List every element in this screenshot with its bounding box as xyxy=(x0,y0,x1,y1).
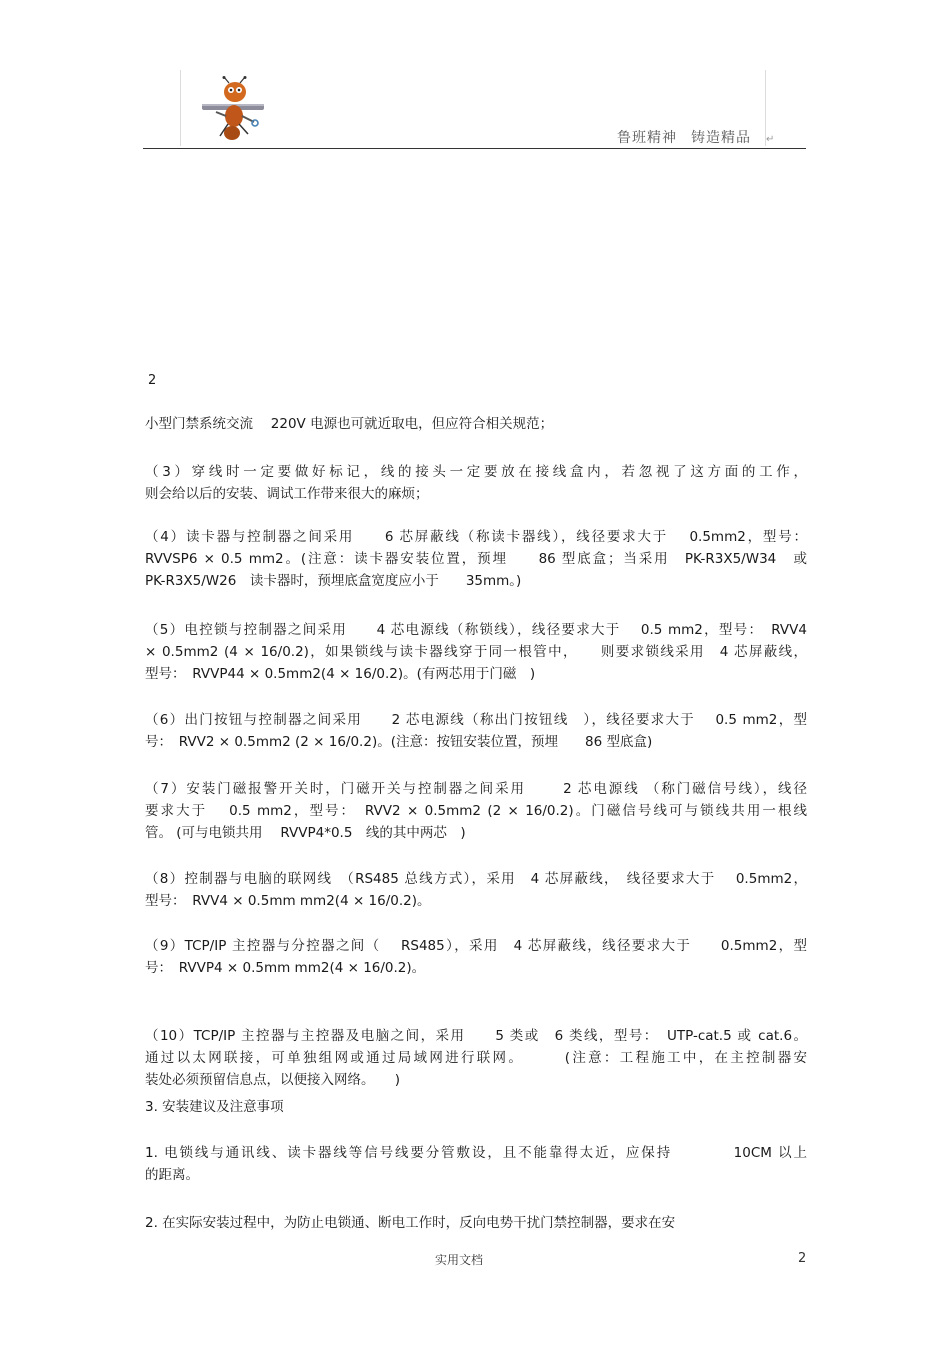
paragraph-line: 型号： RVV4 × 0.5mm mm2(4 × 16/0.2)。 xyxy=(145,893,431,909)
ant-mascot-logo xyxy=(198,76,268,144)
paragraph-line: 3. 安装建议及注意事项 xyxy=(145,1099,284,1115)
paragraph-line: 通过以太网联接，可单独组网或通过局域网进行联网。 (注意：工程施工中，在主控制器安 xyxy=(145,1050,807,1066)
footer-page-number: 2 xyxy=(798,1251,807,1266)
footer-label: 实用文档 xyxy=(435,1253,484,1267)
paragraph-line: 号： RVV2 × 0.5mm2 (2 × 16/0.2)。(注意：按钮安装位置，预埋 86 型底盒) xyxy=(145,734,653,750)
paragraph xyxy=(145,461,807,505)
paragraph-line: 要求大于 0.5 mm2，型号： RVV2 × 0.5mm2 (2 × 16/0.2)。门磁信号线可与锁线共用一根线 xyxy=(145,803,807,819)
header-slogan xyxy=(617,127,775,147)
slogan-text-2: 铸造精品 xyxy=(691,130,751,146)
paragraph xyxy=(145,526,807,592)
paragraph xyxy=(145,709,807,753)
paragraph xyxy=(145,935,807,979)
slogan-text-1: 鲁班精神 xyxy=(617,130,677,146)
paragraph xyxy=(145,1142,807,1186)
page-number-top: 2 xyxy=(148,373,157,388)
paragraph-line: 2. 在实际安装过程中，为防止电锁通、断电工作时，反向电势干扰门禁控制器，要求在安 xyxy=(145,1215,676,1231)
paragraph-line: 的距离。 xyxy=(145,1167,199,1183)
paragraph xyxy=(145,868,807,912)
paragraph xyxy=(145,1212,807,1234)
paragraph-line: 则会给以后的安装、调试工作带来很大的麻烦； xyxy=(145,486,429,502)
paragraph xyxy=(145,778,807,844)
paragraph-line: （10）TCP/IP 主控器与主控器及电脑之间，采用 5 类或 6 类线，型号： UTP-cat.5 或 cat.6。 xyxy=(145,1028,807,1044)
paragraph-line: PK-R3X5/W26 读卡器时，预埋底盒宽度应小于 35mm。) xyxy=(145,573,522,589)
paragraph-line: （6）出门按钮与控制器之间采用 2 芯电源线（称出门按钮线 ），线径要求大于 0.5 mm2，型 xyxy=(145,712,807,728)
paragraph xyxy=(145,1096,807,1118)
paragraph-line: （7）安装门磁报警开关时，门磁开关与控制器之间采用 2 芯电源线 （称门磁信号线），线径 xyxy=(145,781,807,797)
paragraph xyxy=(145,619,807,685)
paragraph-line: RVVSP6 × 0.5 mm2。(注意：读卡器安装位置，预埋 86 型底盒；当采用 PK-R3X5/W34 或 xyxy=(145,551,807,567)
paragraph-line: （3）穿线时一定要做好标记，线的接头一定要放在接线盒内，若忽视了这方面的工作， xyxy=(145,464,807,480)
paragraph-line: 装处必须预留信息点，以便接入网络。 ) xyxy=(145,1072,401,1088)
paragraph-line: 型号： RVVP44 × 0.5mm2(4 × 16/0.2)。(有两芯用于门磁 ) xyxy=(145,666,536,682)
paragraph-line: 1. 电锁线与通讯线、读卡器线等信号线要分管敷设，且不能靠得太近，应保持 10CM 以上 xyxy=(145,1145,807,1161)
paragraph-line: 小型门禁系统交流 220V 电源也可就近取电，但应符合相关规范； xyxy=(145,416,554,432)
paragraph-line: 管。 (可与电锁共用 RVVP4*0.5 线的其中两芯 ) xyxy=(145,825,466,841)
paragraph-line: 号： RVVP4 × 0.5mm mm2(4 × 16/0.2)。 xyxy=(145,960,426,976)
header-rule xyxy=(143,148,806,149)
paragraph-line: （9）TCP/IP 主控器与分控器之间（ RS485），采用 4 芯屏蔽线，线径要求大于 0.5mm2，型 xyxy=(145,938,807,954)
paragraph-line: （8）控制器与电脑的联网线 （RS485 总线方式），采用 4 芯屏蔽线， 线径要求大于 0.5mm2， xyxy=(145,871,807,887)
paragraph xyxy=(145,413,807,435)
header-left-divider xyxy=(180,70,181,146)
paragraph-line: （5）电控锁与控制器之间采用 4 芯电源线（称锁线），线径要求大于 0.5 mm2，型号： RVV4 xyxy=(145,622,807,638)
paragraph-line: × 0.5mm2 (4 × 16/0.2)，如果锁线与读卡器线穿于同一根管中， 则要求锁线采用 4 芯屏蔽线， xyxy=(145,644,807,660)
paragraph xyxy=(145,1025,807,1091)
return-mark: ↵ xyxy=(766,134,776,145)
paragraph-line: （4）读卡器与控制器之间采用 6 芯屏蔽线（称读卡器线），线径要求大于 0.5mm2，型号： xyxy=(145,529,807,545)
